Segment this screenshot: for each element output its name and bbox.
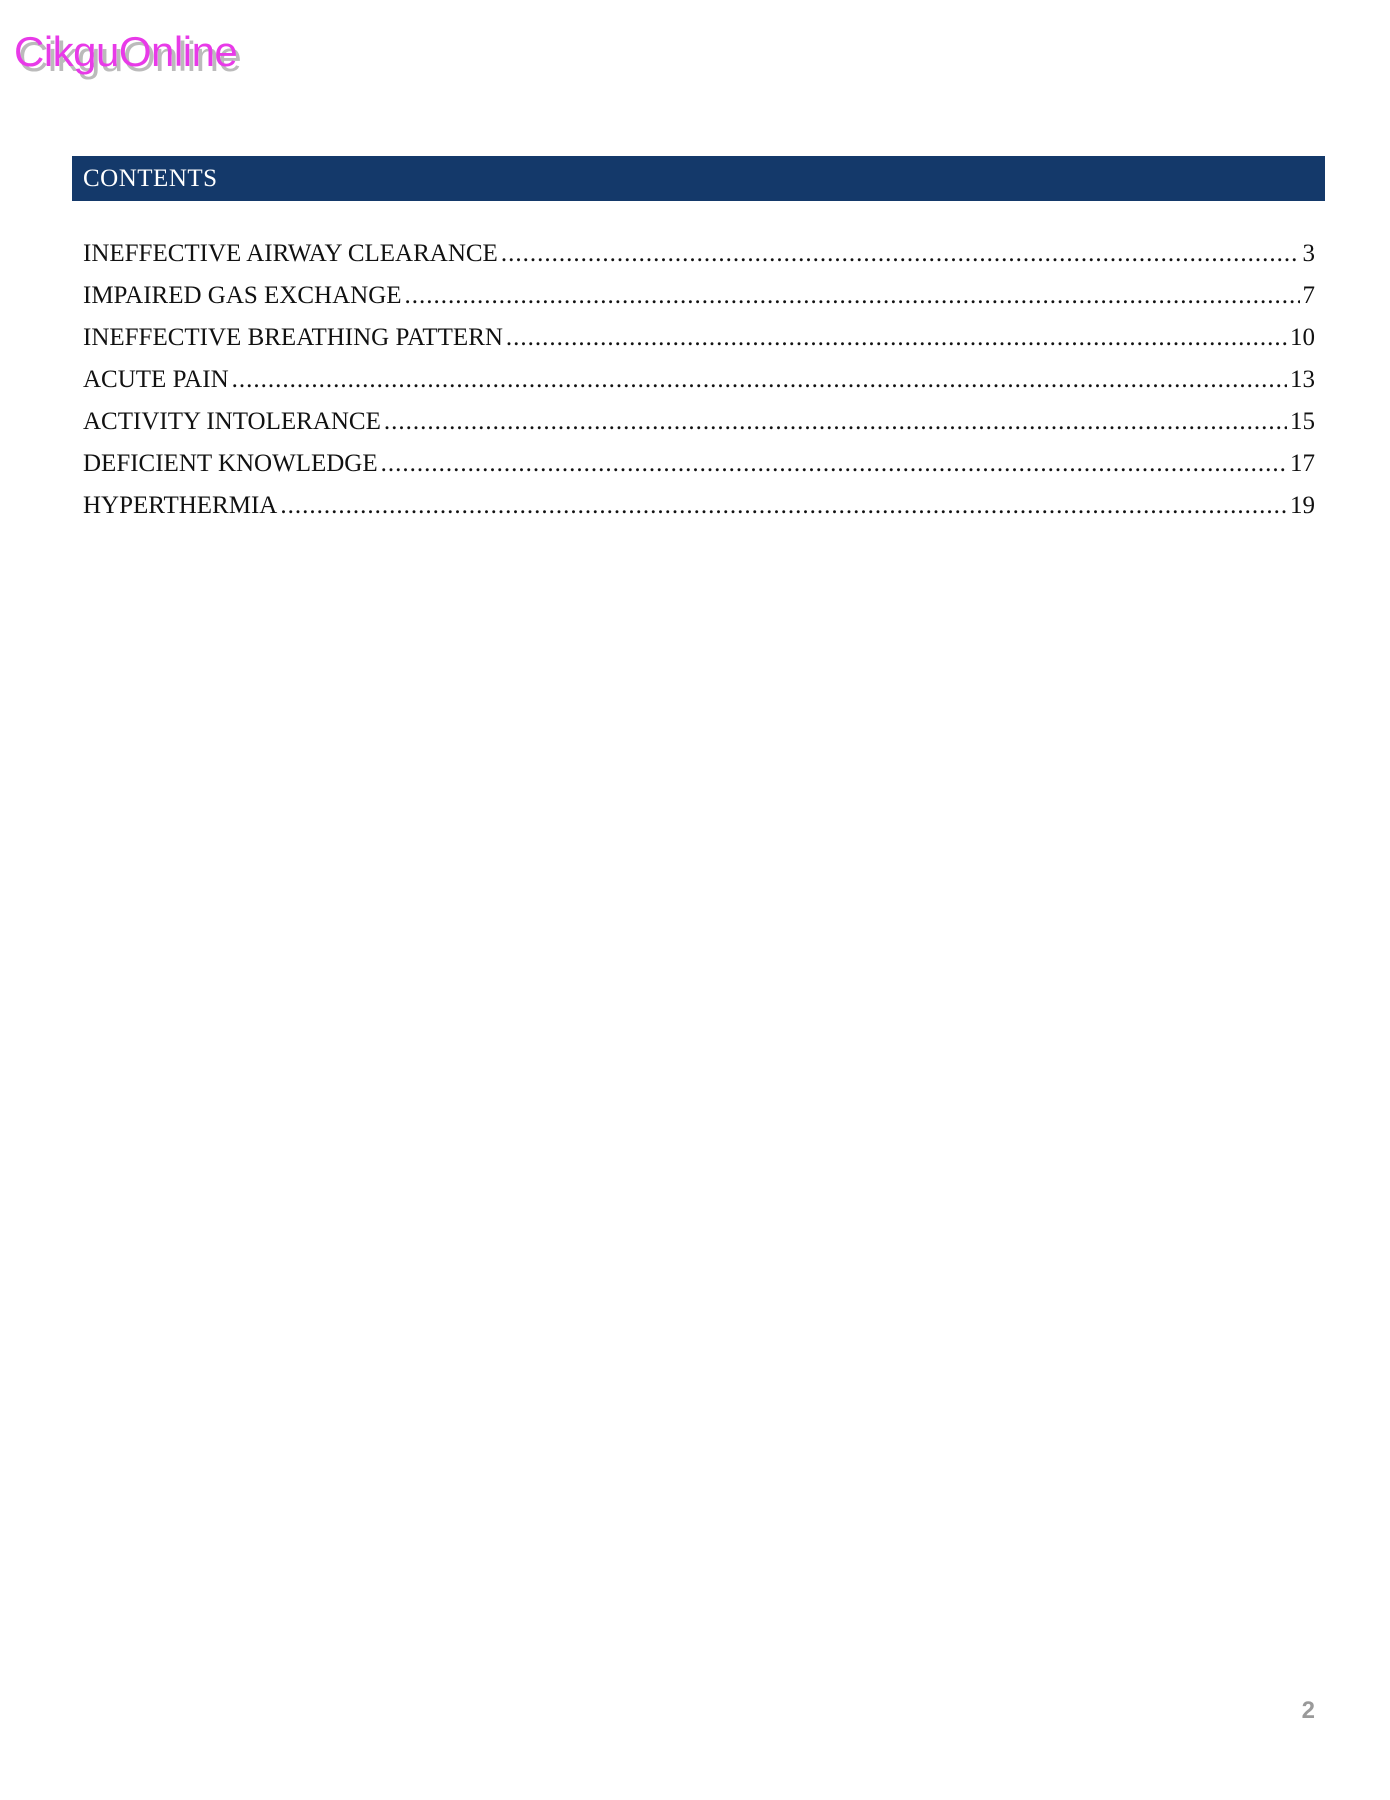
- toc-entry-title: DEFICIENT KNOWLEDGE: [83, 450, 378, 477]
- toc-leader-dots: [232, 366, 1287, 394]
- toc-entry[interactable]: [83, 492, 1315, 534]
- toc-entry-title: ACTIVITY INTOLERANCE: [83, 408, 381, 435]
- toc-leader-dots: [501, 240, 1300, 268]
- toc-entry-page: 17: [1290, 450, 1315, 477]
- toc-entry[interactable]: [83, 450, 1315, 492]
- toc-entry[interactable]: [83, 240, 1315, 282]
- watermark-logo: CikguOnline: [14, 28, 238, 75]
- table-of-contents: [83, 240, 1315, 534]
- toc-entry[interactable]: [83, 324, 1315, 366]
- toc-entry-page: 15: [1290, 408, 1315, 435]
- page-number: 2: [1301, 1697, 1315, 1724]
- toc-leader-dots: [405, 282, 1300, 310]
- toc-leader-dots: [384, 408, 1287, 436]
- toc-entry-title: HYPERTHERMIA: [83, 492, 278, 519]
- toc-entry-page: 7: [1302, 282, 1315, 309]
- contents-heading: CONTENTS: [83, 164, 218, 192]
- toc-entry-title: IMPAIRED GAS EXCHANGE: [83, 282, 402, 309]
- toc-entry-page: 3: [1302, 240, 1315, 267]
- toc-leader-dots: [506, 324, 1287, 352]
- toc-entry[interactable]: [83, 408, 1315, 450]
- toc-leader-dots: [381, 450, 1287, 478]
- toc-entry-title: ACUTE PAIN: [83, 366, 229, 393]
- toc-entry-page: 10: [1290, 324, 1315, 351]
- toc-leader-dots: [280, 492, 1287, 520]
- toc-entry[interactable]: [83, 366, 1315, 408]
- toc-entry[interactable]: [83, 282, 1315, 324]
- toc-entry-page: 19: [1290, 492, 1315, 519]
- toc-entry-title: INEFFECTIVE BREATHING PATTERN: [83, 324, 503, 351]
- toc-entry-page: 13: [1290, 366, 1315, 393]
- toc-entry-title: INEFFECTIVE AIRWAY CLEARANCE: [83, 240, 498, 267]
- contents-heading-bar: [72, 156, 1325, 201]
